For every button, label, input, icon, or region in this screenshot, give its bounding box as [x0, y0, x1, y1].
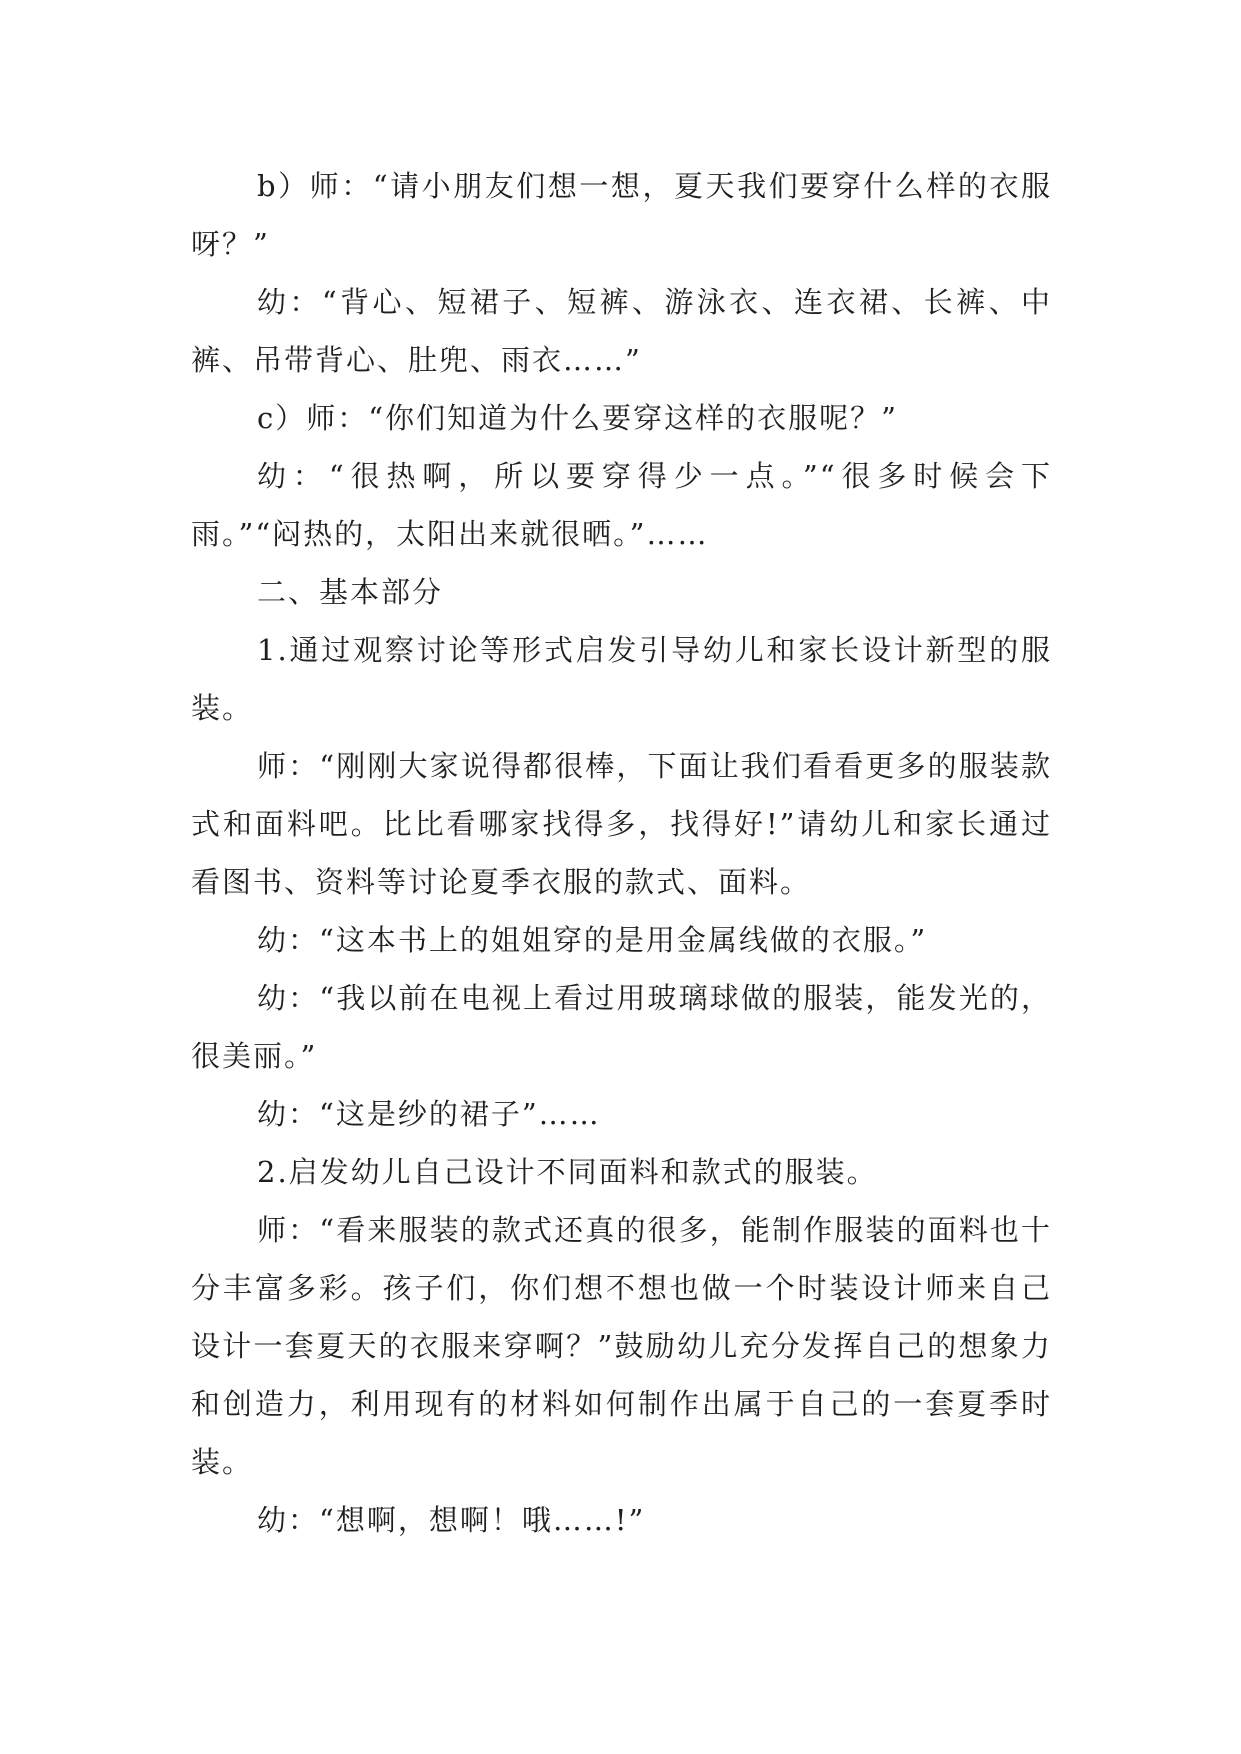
- paragraph-teacher-question-c: c）师：“你们知道为什么要穿这样的衣服呢？”: [257, 401, 898, 435]
- document-body: [191, 157, 1052, 1549]
- paragraph-child-glass-beads: 幼：“我以前在电视上看过用玻璃球做的服装，能发光的，很美丽。”: [191, 981, 1052, 1073]
- paragraph-child-metal-thread: 幼：“这本书上的姐姐穿的是用金属线做的衣服。”: [257, 923, 928, 957]
- paragraph-teacher-question-b: b）师：“请小朋友们想一想，夏天我们要穿什么样的衣服呀？”: [191, 169, 1052, 261]
- section-heading-basic-part: 二、基本部分: [257, 575, 444, 609]
- paragraph-child-reply: 幼：“想啊，想啊！哦……!”: [257, 1503, 646, 1537]
- paragraph-step-1: 1.通过观察讨论等形式启发引导幼儿和家长设计新型的服装。: [191, 633, 1052, 725]
- paragraph-child-answer-clothes: 幼：“背心、短裙子、短裤、游泳衣、连衣裙、长裤、中裤、吊带背心、肚兜、雨衣……”: [191, 285, 1052, 377]
- paragraph-step-2: 2.启发幼儿自己设计不同面料和款式的服装。: [257, 1155, 878, 1189]
- paragraph-teacher-design-prompt: 师：“看来服装的款式还真的很多，能制作服装的面料也十分丰富多彩。孩子们，你们想不想也做一个时装设计师来自己设计一套夏天的衣服来穿啊？”鼓励幼儿充分发挥自己的想象力和创造力，利用现有的材料如何制作出属于自己的一套夏季时装。: [191, 1213, 1052, 1479]
- paragraph-teacher-prompt-styles: 师：“刚刚大家说得都很棒，下面让我们看看更多的服装款式和面料吧。比比看哪家找得多，找得好!”请幼儿和家长通过看图书、资料等讨论夏季衣服的款式、面料。: [191, 749, 1052, 899]
- paragraph-child-gauze-skirt: 幼：“这是纱的裙子”……: [257, 1097, 601, 1131]
- paragraph-child-answer-reasons: 幼：“很热啊，所以要穿得少一点。”“很多时候会下雨。”“闷热的，太阳出来就很晒。”……: [191, 459, 1052, 551]
